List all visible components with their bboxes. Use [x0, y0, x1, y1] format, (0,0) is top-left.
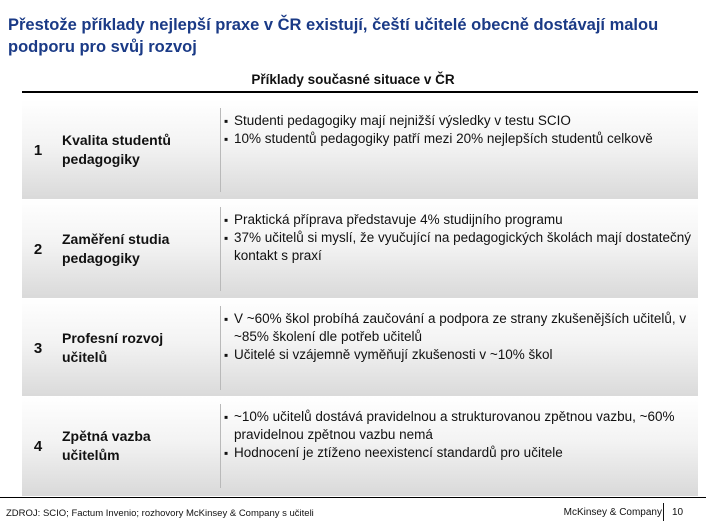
row-3 — [22, 298, 698, 398]
footer-separator — [663, 503, 664, 521]
bullet-item: ▪ V ~60% škol probíhá zaučování a podpora ze strany zkušenějších učitelů, v ~85% školení dle potřeb učitelů — [224, 310, 694, 346]
bullet-item: ▪ Učitelé si vzájemně vyměňují zkušenosti v ~10% škol — [224, 346, 694, 364]
row-number: 3 — [33, 339, 43, 357]
footer-divider — [0, 497, 706, 498]
row-bullets — [224, 310, 694, 364]
bullet-item: ▪ Studenti pedagogiky mají nejnižší výsledky v testu SCIO — [224, 112, 694, 130]
brand-name: McKinsey & Company — [563, 507, 662, 518]
row-1 — [22, 100, 698, 200]
row-2 — [22, 199, 698, 299]
row-separator — [220, 306, 221, 390]
row-4 — [22, 396, 698, 496]
row-label: Zpětná vazba učitelům — [62, 428, 151, 463]
row-number: 4 — [33, 437, 43, 455]
row-separator — [220, 404, 221, 488]
row-label: Profesní rozvoj učitelů — [62, 330, 164, 365]
bullet-item: ▪ ~10% učitelů dostává pravidelnou a strukturovanou zpětnou vazbu, ~60% pravidelnou zpětnou vazbu nemá — [224, 408, 694, 444]
row-number: 2 — [33, 240, 43, 258]
bullet-item: ▪ Hodnocení je ztíženo neexistencí standardů pro učitele — [224, 444, 694, 462]
row-separator — [220, 108, 221, 192]
source-note: ZDROJ: SCIO; Factum Invenio; rozhovory McKinsey & Company s učiteli — [6, 508, 314, 519]
row-bullets — [224, 211, 694, 265]
slide-title: Přestože příklady nejlepší praxe v ČR existují, čeští učitelé obecně dostávají malou podporu pro svůj rozvoj — [8, 16, 659, 56]
row-label: Kvalita studentů pedagogiky — [62, 132, 171, 167]
subtitle-divider — [22, 91, 698, 93]
row-number: 1 — [33, 141, 43, 159]
row-label: Zaměření studia pedagogiky — [62, 231, 170, 266]
row-bullets — [224, 408, 694, 462]
row-bullets — [224, 112, 694, 148]
page-number: 10 — [672, 507, 684, 518]
bullet-item: ▪ 37% učitelů si myslí, že vyučující na pedagogických školách mají dostatečný kontakt s praxí — [224, 229, 694, 265]
bullet-item: ▪ 10% studentů pedagogiky patří mezi 20% nejlepších studentů celkově — [224, 130, 694, 148]
section-subtitle: Příklady současné situace v ČR — [251, 72, 455, 87]
bullet-item: ▪ Praktická příprava představuje 4% studijního programu — [224, 211, 694, 229]
row-separator — [220, 207, 221, 291]
